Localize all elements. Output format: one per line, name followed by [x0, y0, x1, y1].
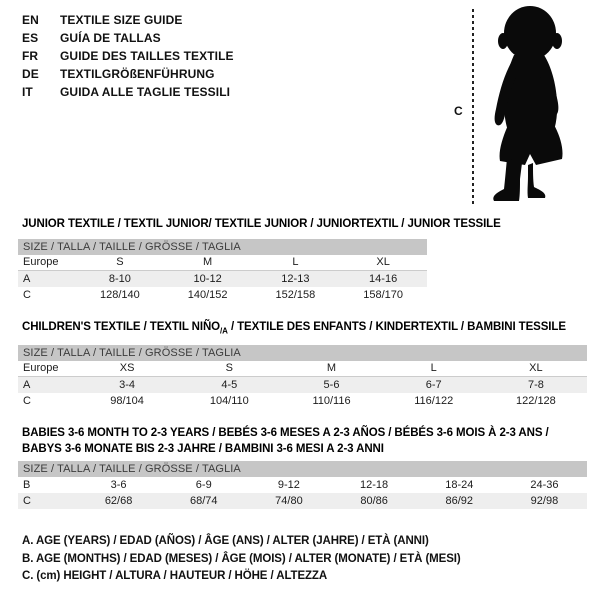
- language-row-it: [22, 83, 234, 101]
- size-header-bar: SIZE / TALLA / TAILLE / GRÖSSE / TAGLIA: [18, 461, 587, 477]
- size-cell: XS: [119, 362, 135, 374]
- title-part: CHILDREN'S TEXTILE / TEXTIL NIÑO: [22, 321, 221, 333]
- height-cell: 80/86: [360, 495, 388, 507]
- age-cell: 9-12: [277, 479, 300, 491]
- language-code: FR: [22, 49, 39, 63]
- language-code: EN: [22, 13, 39, 27]
- table-row-europe: [18, 255, 427, 271]
- title-subscript: /A: [220, 326, 228, 336]
- row-label: Europe: [23, 256, 59, 268]
- height-cell: 116/122: [414, 395, 454, 407]
- size-cell: M: [326, 362, 337, 374]
- babies-table-title: [22, 425, 549, 457]
- age-cell: 24-36: [530, 479, 559, 491]
- footnote-height: C. (cm) HEIGHT / ALTURA / HAUTEUR / HÖHE / ALTEZZA: [22, 570, 328, 582]
- row-label: C: [23, 395, 31, 407]
- table-row-europe: [18, 361, 587, 377]
- height-cell: 68/74: [189, 495, 218, 507]
- age-cell: 12-18: [360, 479, 389, 491]
- height-cell: 110/116: [312, 395, 351, 407]
- title-part: / TEXTILE DES ENFANTS / KINDERTEXTIL / BAMBINI TESSILE: [227, 321, 566, 333]
- age-cell: 6-7: [425, 379, 442, 391]
- height-cell: 140/152: [187, 289, 228, 301]
- size-header-bar: SIZE / TALLA / TAILLE / GRÖSSE / TAGLIA: [18, 345, 587, 361]
- height-cell: 122/128: [516, 395, 556, 407]
- babies-title-line1: BABIES 3-6 MONTH TO 2-3 YEARS / BEBÉS 3-6 MESES A 2-3 AÑOS / BÉBÉS 3-6 MOIS À 2-3 ANS /: [22, 427, 549, 439]
- table-row-age: [18, 271, 427, 287]
- row-label: B: [23, 479, 31, 491]
- age-cell: 6-9: [195, 479, 212, 491]
- height-cell: 98/104: [110, 395, 144, 407]
- age-cell: 3-4: [119, 379, 136, 391]
- height-measure-label: C: [454, 104, 463, 118]
- language-label: GUIDE DES TAILLES TEXTILE: [60, 49, 234, 63]
- language-code: IT: [22, 85, 33, 99]
- size-header-bar: SIZE / TALLA / TAILLE / GRÖSSE / TAGLIA: [18, 239, 427, 255]
- age-cell: 12-13: [281, 273, 310, 285]
- height-cell: 152/158: [275, 289, 316, 301]
- age-cell: 3-6: [110, 479, 127, 491]
- table-row-height: [18, 493, 587, 509]
- height-cell: 128/140: [99, 289, 140, 301]
- size-cell: XL: [376, 256, 390, 268]
- size-cell: M: [203, 256, 213, 268]
- size-cell: L: [430, 362, 437, 374]
- language-code: DE: [22, 67, 39, 81]
- language-row-fr: [22, 47, 234, 65]
- height-cell: 86/92: [445, 495, 474, 507]
- table-row-height: [18, 393, 587, 409]
- size-cell: L: [292, 256, 299, 268]
- junior-table-title: JUNIOR TEXTILE / TEXTIL JUNIOR/ TEXTILE JUNIOR / JUNIORTEXTIL / JUNIOR TESSILE: [22, 218, 501, 230]
- age-cell: 18-24: [445, 479, 474, 491]
- children-size-table: [18, 345, 587, 409]
- age-cell: 8-10: [108, 273, 131, 285]
- size-cell: S: [225, 362, 233, 374]
- row-label: Europe: [23, 362, 59, 374]
- size-cell: S: [116, 256, 124, 268]
- babies-size-table: [18, 461, 587, 509]
- baby-silhouette-icon: [478, 3, 580, 205]
- size-cell: XL: [529, 362, 543, 374]
- language-row-de: [22, 65, 234, 83]
- table-row-height: [18, 287, 427, 303]
- language-row-en: [22, 11, 234, 29]
- language-label: TEXTILE SIZE GUIDE: [60, 13, 183, 27]
- height-cell: 104/110: [209, 395, 249, 407]
- height-cell: 158/170: [363, 289, 403, 301]
- height-cell: 74/80: [275, 495, 303, 507]
- height-cell: 92/98: [530, 495, 559, 507]
- row-label: A: [23, 273, 31, 285]
- babies-title-line2: BABYS 3-6 MONATE BIS 2-3 JAHRE / BAMBINI 3-6 MESI A 2-3 ANNI: [22, 443, 384, 455]
- age-cell: 4-5: [221, 379, 238, 391]
- age-cell: 5-6: [323, 379, 340, 391]
- footnote-legend: [22, 533, 461, 586]
- language-label: GUIDA ALLE TAGLIE TESSILI: [60, 85, 231, 99]
- children-table-title: [22, 319, 566, 339]
- language-list: [22, 11, 234, 101]
- height-cell: 62/68: [104, 495, 133, 507]
- height-measure-dotted-line: [472, 9, 474, 205]
- age-cell: 7-8: [527, 379, 544, 391]
- age-cell: 10-12: [193, 273, 222, 285]
- language-label: TEXTILGRÖßENFÜHRUNG: [60, 67, 215, 81]
- footnote-age-months: B. AGE (MONTHS) / EDAD (MESES) / ÂGE (MOIS) / ALTER (MONATE) / ETÀ (MESI): [22, 552, 461, 565]
- language-row-es: [22, 29, 234, 47]
- footnote-age-years: A. AGE (YEARS) / EDAD (AÑOS) / ÂGE (ANS) / ALTER (JAHRE) / ETÀ (ANNI): [22, 535, 429, 547]
- table-row-age-months: [18, 477, 587, 493]
- row-label: A: [23, 379, 31, 391]
- row-label: C: [23, 289, 31, 301]
- language-label: GUÍA DE TALLAS: [60, 31, 161, 45]
- row-label: C: [23, 495, 31, 507]
- table-row-age: [18, 377, 587, 393]
- age-cell: 14-16: [369, 273, 398, 285]
- language-code: ES: [22, 31, 39, 45]
- junior-size-table: [18, 239, 427, 303]
